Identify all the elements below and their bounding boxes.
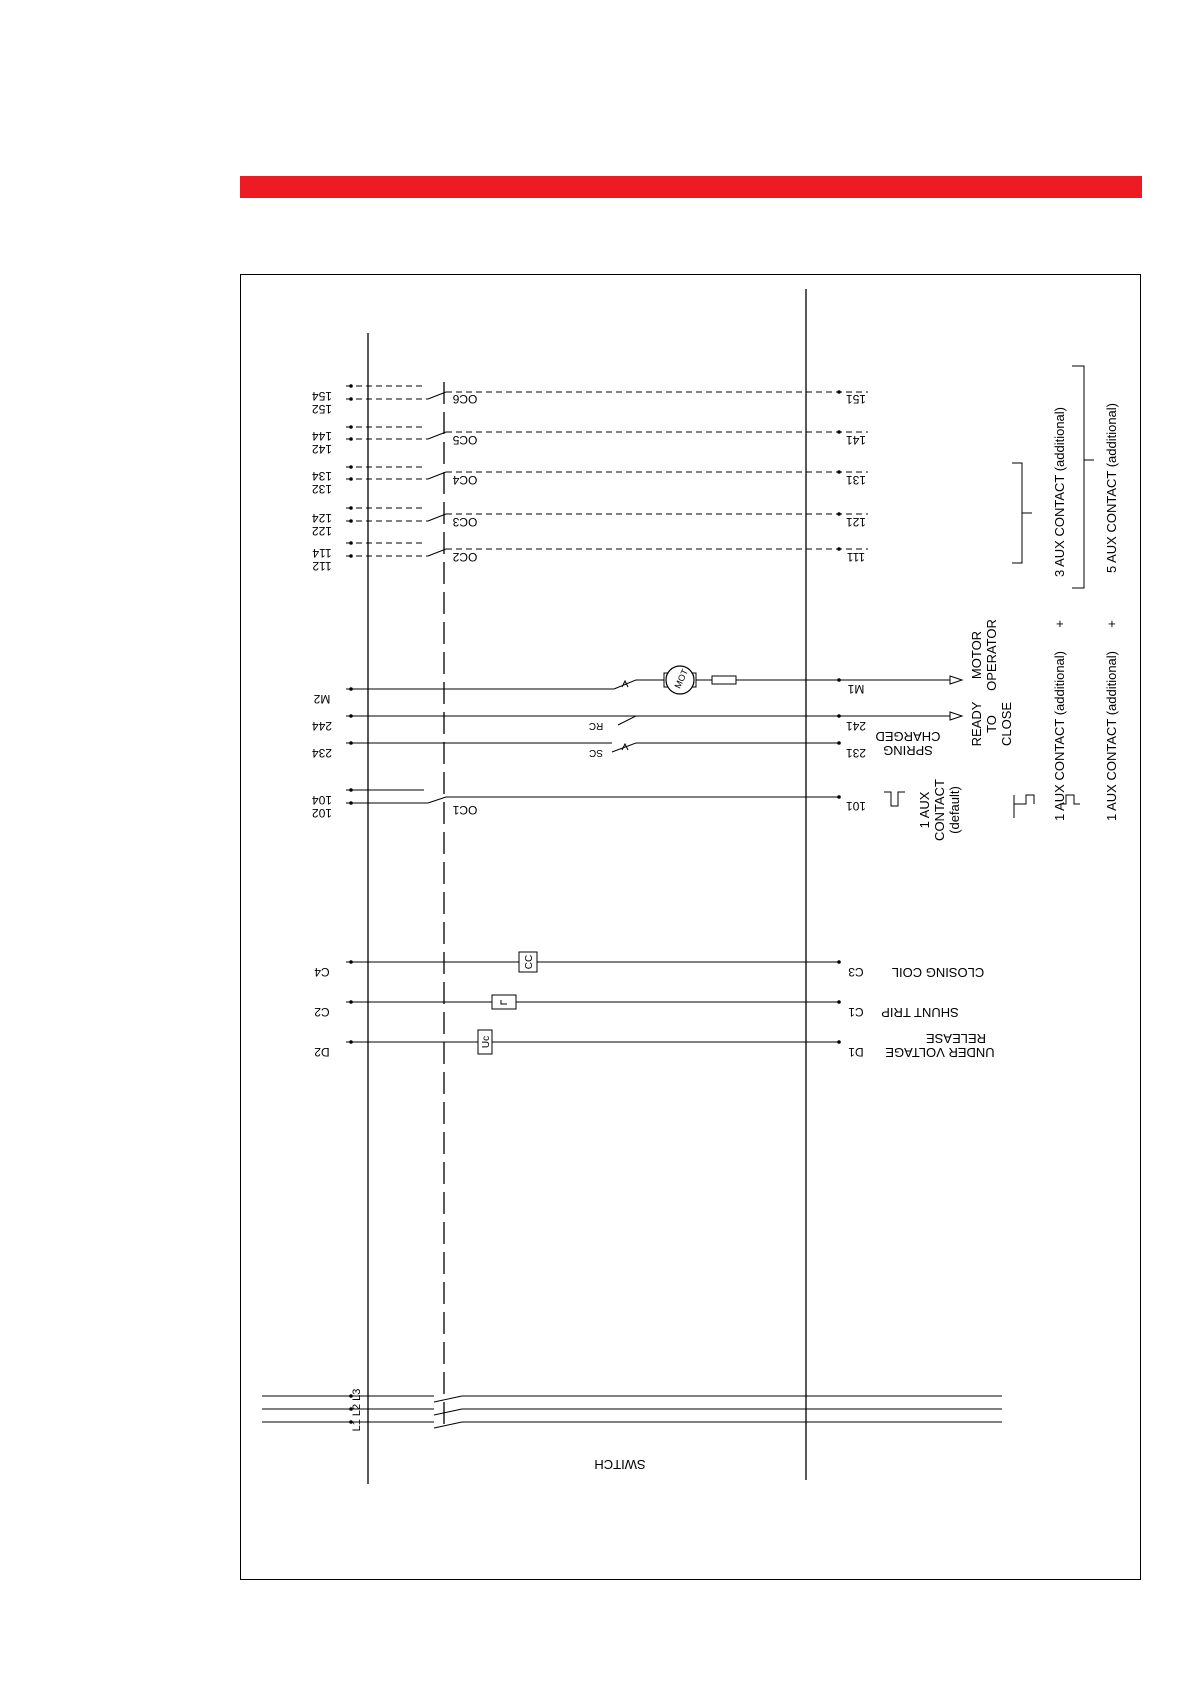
ready-label-line1: READY (969, 701, 984, 747)
legend-col2-plus: + (1104, 620, 1119, 628)
ready-left-terminal: 244 (311, 719, 333, 733)
spring-left-terminal: 234 (311, 746, 333, 760)
ready-label-line2: TO (984, 715, 999, 733)
aux-oc6-right: 151 (845, 392, 867, 406)
aux-oc3-right: 121 (845, 515, 867, 529)
aux-oc6-contact: OC6 (452, 392, 478, 406)
undervoltage-row (346, 1030, 841, 1054)
aux-oc3-left-top: 124 (311, 511, 333, 525)
aux-default-contact: OC1 (452, 803, 478, 817)
motor-label-line2: OPERATOR (984, 619, 999, 691)
aux-default-left-bottom: 102 (311, 806, 333, 820)
ready-contact-label: RC (588, 720, 604, 731)
aux-row-oc5 (346, 425, 868, 441)
aux-default-left-top: 104 (311, 793, 333, 807)
aux-row-oc3 (346, 506, 868, 523)
aux-oc2-left-bottom: 112 (312, 559, 332, 573)
ready-right-terminal: 241 (845, 719, 867, 733)
switch-terminals: L1 L2 L3 (351, 1388, 363, 1432)
legend-col2-bottom: 1 AUX CONTACT (additional) (1104, 650, 1119, 822)
aux-default-label-line2: CONTACT (932, 779, 947, 841)
aux-oc3-contact: OC3 (452, 515, 478, 529)
spring-contact-label: SC (589, 747, 603, 758)
aux-oc5-right: 141 (845, 433, 867, 447)
undervoltage-label-line1: UNDER VOLTAGE (885, 1045, 995, 1060)
shunt-trip-row (346, 995, 841, 1009)
ready-row (346, 712, 962, 725)
legend-col2-top: 5 AUX CONTACT (additional) (1104, 402, 1119, 574)
closing-coil-left-terminal: C4 (314, 965, 330, 979)
aux-oc6-left-top: 154 (311, 389, 333, 403)
spring-right-terminal: 231 (845, 746, 867, 760)
aux-default-label-line3: (default) (947, 786, 962, 834)
aux-oc5-left-bottom: 142 (311, 442, 333, 456)
aux-default-label-line1: 1 AUX (917, 791, 932, 829)
motor-symbol-label: MOT (672, 667, 691, 690)
undervoltage-symbol: Uc (481, 1035, 492, 1049)
shunt-trip-label: SHUNT TRIP (881, 1005, 959, 1020)
closing-coil-row (346, 952, 841, 972)
shunt-trip-left-terminal: C2 (314, 1005, 330, 1019)
closing-coil-label: CLOSING COIL (891, 965, 985, 980)
ready-label-line3: CLOSE (999, 701, 1014, 747)
undervoltage-left-terminal: D2 (314, 1045, 330, 1059)
aux-oc2-contact: OC2 (452, 550, 478, 564)
aux-oc5-left-top: 144 (311, 429, 333, 443)
closing-coil-right-terminal: C3 (848, 965, 864, 979)
motor-right-terminal: M1 (847, 682, 865, 696)
aux-default-row (346, 788, 905, 806)
aux-oc4-left-bottom: 132 (311, 482, 333, 496)
aux-default-right: 101 (845, 799, 867, 813)
spring-label-line1: SPRING (883, 743, 933, 758)
undervoltage-right-terminal: D1 (848, 1045, 864, 1059)
legend-col1-bottom: 1 AUX CONTACT (additional) (1052, 650, 1067, 822)
aux-oc6-left-bottom: 152 (311, 402, 333, 416)
aux-row-oc2 (346, 541, 868, 558)
legend-col1-top: 3 AUX CONTACT (additional) (1052, 406, 1067, 578)
aux-row-oc4 (346, 465, 868, 481)
spring-label-line2: CHARGED (875, 729, 941, 744)
switch-label: SWITCH (594, 1457, 646, 1472)
motor-label-line1: MOTOR (969, 630, 984, 680)
aux-oc3-left-bottom: 122 (311, 524, 333, 538)
closing-coil-symbol: CC (524, 954, 535, 970)
shunt-trip-right-terminal: C1 (848, 1005, 864, 1019)
aux-oc4-contact: OC4 (452, 473, 478, 487)
aux-oc2-right: 111 (846, 550, 866, 564)
aux-oc2-left-top: 114 (312, 546, 332, 560)
aux-oc4-left-top: 134 (311, 469, 333, 483)
aux-row-oc6 (346, 384, 868, 401)
undervoltage-label-line2: RELEASE (926, 1031, 986, 1046)
aux-oc5-contact: OC5 (452, 433, 478, 447)
main-switch (262, 1394, 1002, 1428)
motor-left-terminal: M2 (313, 692, 331, 706)
aux-oc4-right: 131 (845, 473, 867, 487)
motor-row (346, 676, 962, 691)
legend-col1-plus: + (1052, 620, 1067, 628)
